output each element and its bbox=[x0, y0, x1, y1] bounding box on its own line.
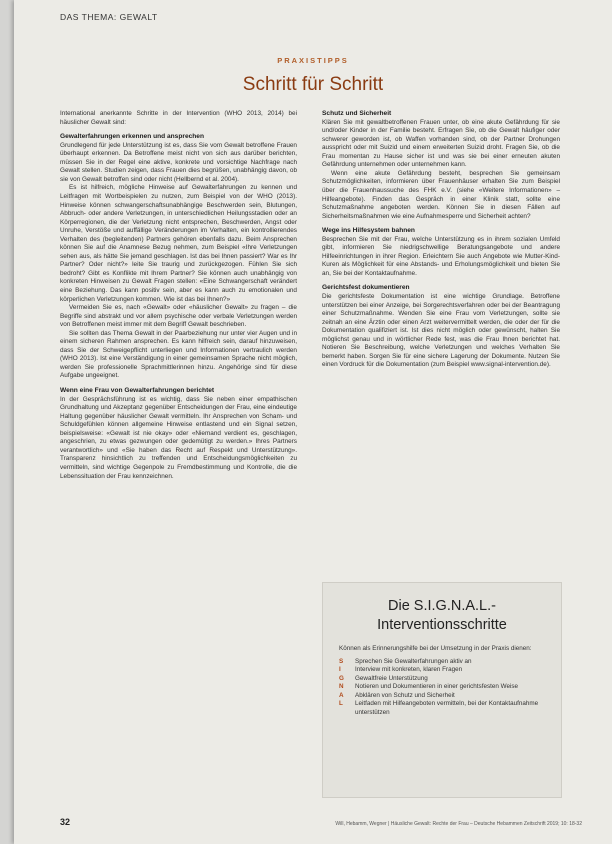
body-paragraph: Vermeiden Sie es, nach «Gewalt» oder «häuslicher Gewalt» zu fragen – die Begriffe sind abstrakt und vor allem psychische oder verbale Verletzungen werden von Betroffenen meist immer mit dem Begriff Gewalt beschrieben. bbox=[60, 304, 297, 329]
step-letter: N bbox=[339, 683, 344, 690]
step-letter: I bbox=[339, 666, 341, 673]
step-letter: A bbox=[339, 691, 344, 699]
left-column bbox=[60, 110, 297, 481]
step-text: Sprechen Sie Gewalterfahrungen aktiv an bbox=[355, 657, 472, 665]
body-paragraph: Die gerichtsfeste Dokumentation ist eine wichtige Grundlage. Betroffene unterstützen bei einer Anzeige, bei Sorgerechtsverfahren oder bei der Beantragung einer Schutzmaßnahme. Wenden Sie eine Frau vom Verletzungen, sollte sie zeitnah an eine Ärztin oder einen Arzt weitervermittelt werden, die oder der für die Dokumentation qualifiziert ist. Ist dies nicht möglich oder gewünscht, halten Sie möglichst genau und in wörtlicher Rede fest, was die Frau Ihnen berichtet hat. Notieren Sie Beschreibung, welche Verletzungen und welches Verhalten Sie bemerkt haben. Sorgen Sie für eine sichere Lagerung der Dokumente. Nutzen Sie einen Vordruck für die Dokumentation (zum Beispiel www.signal-intervention.de). bbox=[322, 293, 560, 369]
signal-steps-list bbox=[339, 658, 545, 718]
signal-step bbox=[339, 692, 545, 701]
step-letter: S bbox=[339, 657, 344, 665]
signal-step bbox=[339, 658, 545, 667]
step-text: Notieren und Dokumentieren in einer gerichtsfesten Weise bbox=[355, 683, 518, 690]
box-title bbox=[323, 597, 561, 635]
body-paragraph: Klären Sie mit gewaltbetroffenen Frauen unter, ob eine akute Gefährdung für sie und/oder Kinder in der Familie besteht. Erfragen Sie, ob die Gewalt häufiger oder schwerer geworden ist, ob Waffen vorhanden sind, ob der Partner Drohungen ausspricht oder mit Suizid und einem erweiterten Suizid droht. Fragen Sie, ob die Frau momentan zu Hause sicher ist und was sie bei einer erneuten akuten Gefährdung unternehmen oder unternehmen kann. bbox=[322, 118, 560, 169]
footer-citation: Will, Hebamm, Wegner | Häusliche Gewalt: Rechte der Frau – Deutsche Hebammen Zeitschrift 2019; 10: 18-32 bbox=[335, 821, 582, 827]
step-text: Abklären von Schutz und Sicherheit bbox=[355, 691, 455, 699]
section-heading: Wenn eine Frau von Gewalterfahrungen berichtet bbox=[60, 387, 215, 394]
signal-step bbox=[339, 700, 545, 717]
body-paragraph: Besprechen Sie mit der Frau, welche Unterstützung es in ihrem sozialen Umfeld gibt, informieren Sie niedrigschwellige Beratungsangebote und andere Hilfeeinrichtungen in ihrer Region. Erleichtern Sie auch Angebote wie Mutter-Kind-Kuren als Möglichkeit für eine Abstands- und Erholungsmöglichkeit und bieten Sie an, Sie bei der Kontaktaufnahme. bbox=[322, 235, 560, 277]
article-title: Schritt für Schritt bbox=[242, 74, 384, 95]
page-number: 32 bbox=[60, 817, 71, 827]
step-text: Leitfaden mit Hilfeangeboten vermitteln, bei der Kontaktaufnahme unterstützen bbox=[355, 700, 539, 716]
step-letter: G bbox=[339, 674, 344, 682]
step-letter: L bbox=[339, 700, 343, 707]
signal-step bbox=[339, 675, 545, 684]
running-head: DAS THEMA: GEWALT bbox=[60, 12, 158, 22]
body-paragraph: Wenn eine akute Gefährdung besteht, besprechen Sie gemeinsam Schutzmöglichkeiten, informieren über Frauenhäuser erhalten Sie zum Beispiel über die Frauenhaussuche des FHK e.V. (siehe «Weitere Informationen» – Hilfeangebote). Finden das Gespräch in einer Klinik statt, sollte eine Schutzmaßnahme angeboten werden. Können Sie in diesen Fällen auf Sicherheitsmaßnahmen wie eine Aufnahmesperre und Sicherheit achten? bbox=[322, 169, 560, 220]
page-footer bbox=[60, 817, 582, 827]
signal-step bbox=[339, 683, 545, 692]
magazine-page bbox=[14, 0, 612, 844]
box-title-line: Die S.I.G.N.A.L.- bbox=[388, 598, 496, 614]
right-column bbox=[322, 110, 560, 370]
body-paragraph: In der Gesprächsführung ist es wichtig, dass Sie neben einer empathischen Grundhaltung und Akzeptanz gegenüber Entscheidungen der Frau, eine eindeutige Haltung gegenüber häuslicher Gewalt vermitteln. Ihr Ansprechen von Scham- und Schuldgefühlen können allgemeine Hinweise entlastend und ein Signal setzen, beispielsweise: «Gewalt ist nie okay» oder «Niemand verdient es, geschlagen, angeschrien, zu etwas gezwungen oder gedemütigt zu werden.» Ihres Partners verantwortlich» und «Sie haben das Recht auf Respekt und Unterstützung». Transparenz hinsichtlich zu treffenden und Entscheidungsmöglichkeiten zu vermitteln, sind wichtige Gegenpole zu Fremdbestimmung und Kontrolle, die die Lebenssituation der Frau kennzeichnen. bbox=[60, 395, 297, 480]
step-text: Interview mit konkreten, klaren Fragen bbox=[355, 666, 463, 673]
body-paragraph: Es ist hilfreich, mögliche Hinweise auf Gewalterfahrungen zu kennen und Leitfragen mit Wortbeispielen zu nutzen, zum Beispiel von der WHO (2013). Hinweise können schwangerschaftsunabhängige Beschwerden sein, Blutungen, Abbruch- oder andere Verletzungen, in unterschiedlichen Heilungsstadien oder an Körperregionen, die der Verletzung nicht entsprechen, Beschwerden, Angst oder Unruhe, Verstöße und auffällige Veränderungen im Verhalten, ein kontrollierendes Verhalten des (begleitenden) Partners gehören ebenfalls dazu. Beim Ansprechen können Sie auf die Anamnese Bezug nehmen, zum Beispiel «Ihre Verletzungen sehen aus, als hätte Sie jemand geschlagen. Ist das bei Ihnen passiert? War es Ihr Partner? Oder nicht?» leite Sie traurig und zurückgezogen. Fühlen Sie sich bedroht? Gibt es Konflikte mit Ihrem Partner? Sie können auch unabhängig von konkreten Hinweisen zu Gewalt Fragen stellen: «Eine Schwangerschaft verändert eine Beziehung. Das kann positiv sein, aber es kann auch zu emotionalen und körperlichen Verletzungen kommen. Wie ist das bei Ihnen?» bbox=[60, 184, 297, 303]
section-heading: Gerichtsfest dokumentieren bbox=[322, 284, 410, 292]
step-text: Gewaltfreie Unterstützung bbox=[355, 674, 428, 682]
signal-step bbox=[339, 666, 545, 675]
signal-info-box bbox=[322, 582, 562, 798]
section-heading: Wege ins Hilfesystem bahnen bbox=[322, 227, 415, 235]
body-paragraph: Sie sollten das Thema Gewalt in der Paarbeziehung nur unter vier Augen und in einem sicheren Rahmen ansprechen. Es kann hilfreich sein, darauf hinzuweisen, dass Sie der Schweigepflicht unterliegen und Informationen vertraulich werden (WHO 2013). Ist eine Verständigung in einer gemeinsamen Sprache nicht möglich, werden Sie professionelle Sprachmittlerinnen hinzu. Angehörige sind für diese Aufgabe ungeeignet. bbox=[60, 329, 297, 380]
section-heading: Schutz und Sicherheit bbox=[322, 110, 392, 117]
section-heading: Gewalterfahrungen erkennen und ansprechen bbox=[60, 133, 204, 141]
intro-paragraph: International anerkannte Schritte in der Intervention (WHO 2013, 2014) bei häuslicher Gewalt sind: bbox=[60, 110, 297, 126]
body-paragraph: Grundlegend für jede Unterstützung ist es, dass Sie vom Gewalt betroffene Frauen überhaupt erkennen. Da Betroffene meist nicht von sich aus darüber berichten, müssen Sie in der Regel eine aktive, konkrete und vorsichtige Nachfrage nach Gewalt stellen. Studien zeigen, dass Frauen dies begrüßen, unabhängig davon, ob sie von Gewalt betroffen sind oder nicht (Hellbernd et al. 2004). bbox=[60, 141, 297, 183]
section-tag: PRAXISTIPPS bbox=[277, 56, 349, 65]
box-title-line: Interventionsschritte bbox=[377, 617, 507, 633]
box-intro: Können als Erinnerungshilfe bei der Umsetzung in der Praxis dienen: bbox=[339, 645, 532, 652]
